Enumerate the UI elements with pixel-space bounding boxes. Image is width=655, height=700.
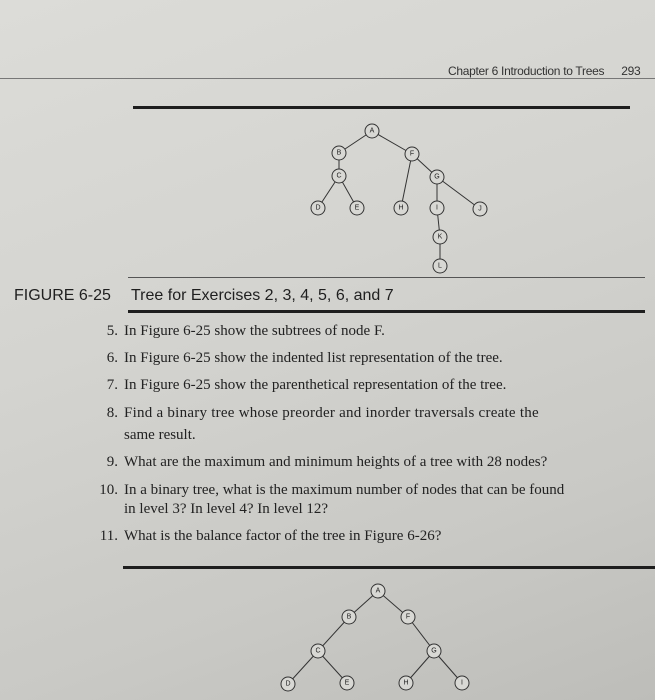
exercise-text-line-2: in level 3? In level 4? In level 12? (124, 501, 329, 517)
svg-text:H: H (403, 679, 409, 687)
svg-text:J: J (478, 205, 482, 213)
page-number: 293 (621, 64, 641, 78)
node-d (281, 677, 295, 691)
exercise-text-line-1: In a binary tree, what is the maximum number of nodes that can be found (124, 482, 565, 498)
exercise-text: What are the maximum and minimum heights of a tree with 28 nodes? (124, 454, 548, 470)
exercise-number: 7. (106, 377, 118, 393)
figure-caption-text: Tree for Exercises 2, 3, 4, 5, 6, and 7 (131, 287, 394, 304)
svg-text:E: E (344, 679, 350, 687)
svg-text:L: L (438, 262, 442, 270)
svg-text:A: A (375, 587, 381, 595)
exercise-number: 8. (106, 405, 118, 421)
svg-text:F: F (409, 150, 415, 158)
svg-text:G: G (434, 173, 440, 181)
svg-text:I: I (436, 204, 438, 212)
svg-text:D: D (285, 680, 291, 688)
tree-6-26-nodes (281, 584, 469, 691)
svg-text:I: I (461, 679, 463, 687)
exercise-text: In Figure 6-25 show the indented list representation of the tree. (124, 350, 503, 366)
node-a (371, 584, 385, 598)
node-b (342, 610, 356, 624)
exercise-number: 10. (99, 482, 118, 498)
node-g (427, 644, 441, 658)
chapter-title: Introduction to Trees (501, 64, 605, 78)
svg-text:C: C (315, 647, 321, 655)
node-h (399, 676, 413, 690)
exercise-number: 6. (106, 350, 118, 366)
exercise-number: 5. (106, 323, 118, 339)
svg-text:K: K (437, 233, 443, 241)
svg-text:B: B (346, 613, 352, 621)
figure-label: FIGURE 6-25 (14, 287, 111, 304)
exercise-number: 9. (106, 454, 118, 470)
node-i (455, 676, 469, 690)
exercise-text-line-1: Find a binary tree whose preorder and inorder traversals create the (124, 405, 539, 421)
svg-text:A: A (369, 127, 375, 135)
exercise-text-line-2: same result. (124, 427, 196, 443)
svg-text:E: E (354, 204, 360, 212)
node-e (340, 676, 354, 690)
exercise-text: In Figure 6-25 show the parenthetical representation of the tree. (124, 377, 507, 393)
chapter-label: Chapter 6 (448, 64, 498, 78)
svg-text:F: F (405, 613, 411, 621)
exercise-text: What is the balance factor of the tree in Figure 6-26? (124, 528, 442, 544)
exercise-number: 11. (99, 528, 118, 544)
tree-6-26-edges (288, 591, 462, 684)
svg-text:D: D (315, 204, 321, 212)
svg-text:G: G (431, 647, 437, 655)
node-f (401, 610, 415, 624)
exercise-text: In Figure 6-25 show the subtrees of node F. (124, 323, 385, 339)
svg-text:B: B (336, 149, 342, 157)
node-c (311, 644, 325, 658)
svg-text:C: C (336, 172, 342, 180)
svg-text:H: H (398, 204, 404, 212)
